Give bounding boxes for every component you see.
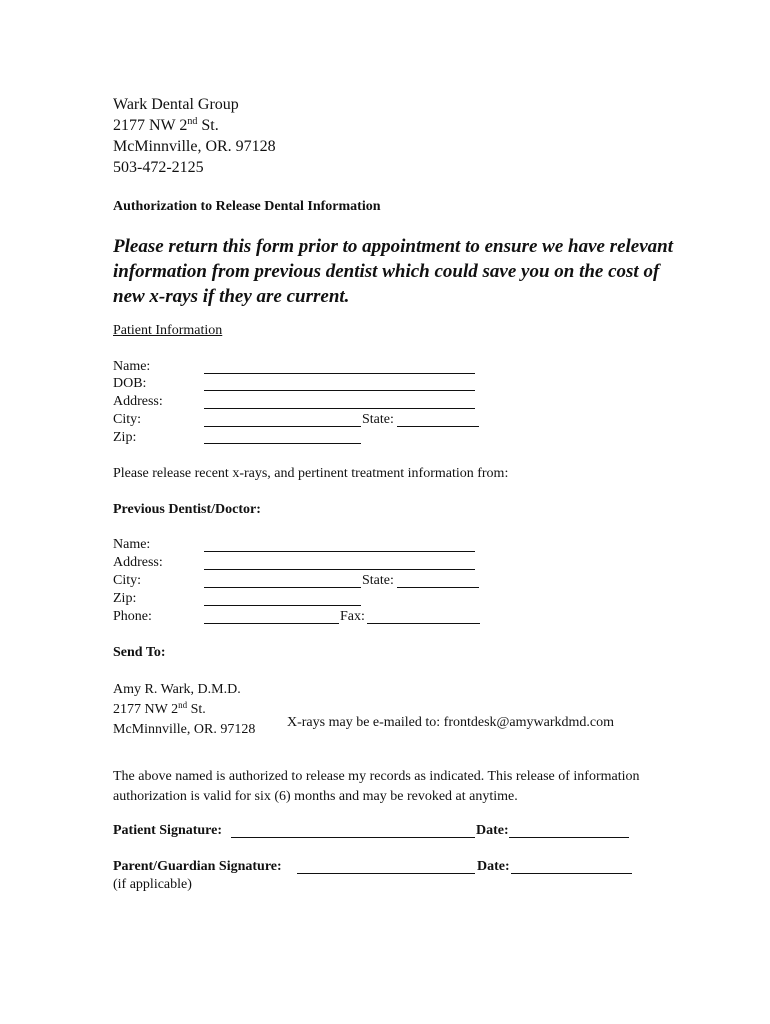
- send-to-heading: Send To:: [113, 645, 166, 660]
- patient-signature-field[interactable]: [231, 837, 475, 838]
- dentist-phone-label: Phone:: [113, 609, 152, 624]
- patient-date-label: Date:: [476, 823, 509, 838]
- dentist-phone-field[interactable]: [204, 623, 339, 624]
- patient-name-label: Name:: [113, 359, 151, 374]
- patient-signature-label: Patient Signature:: [113, 823, 223, 838]
- dentist-fax-label: Fax:: [340, 609, 365, 624]
- practice-address: [113, 94, 276, 178]
- dentist-state-field[interactable]: [397, 587, 479, 588]
- release-text: Please release recent x-rays, and pertinent treatment information from:: [113, 466, 509, 481]
- guardian-signature-field[interactable]: [297, 873, 475, 874]
- guardian-signature-label: Parent/Guardian Signature:: [113, 859, 282, 874]
- patient-city-field[interactable]: [204, 426, 361, 427]
- dentist-zip-label: Zip:: [113, 591, 137, 606]
- dentist-address-field[interactable]: [204, 569, 475, 570]
- send-to-city: McMinnville, OR. 97128: [113, 722, 256, 737]
- applicable-note: (if applicable): [113, 877, 192, 892]
- practice-street-sup: nd: [187, 116, 198, 127]
- dentist-section-heading: Previous Dentist/Doctor:: [113, 502, 261, 517]
- patient-dob-label: DOB:: [113, 376, 147, 391]
- patient-name-field[interactable]: [204, 373, 475, 374]
- practice-phone: 503-472-2125: [113, 159, 204, 176]
- patient-zip-label: Zip:: [113, 430, 137, 445]
- dentist-fax-field[interactable]: [367, 623, 480, 624]
- authorization-text: The above named is authorized to release my records as indicated. This release of information authorization is valid for six (6) months and may be revoked at anytime.: [113, 769, 640, 804]
- patient-date-field[interactable]: [509, 837, 629, 838]
- send-to-street: [113, 700, 255, 720]
- patient-address-field[interactable]: [204, 408, 475, 409]
- patient-dob-field[interactable]: [204, 390, 475, 391]
- dentist-name-field[interactable]: [204, 551, 475, 552]
- send-to-name: Amy R. Wark, D.M.D.: [113, 682, 241, 697]
- send-to-street-suffix: St.: [187, 702, 206, 717]
- email-note: X-rays may be e-mailed to: frontdesk@amywarkdmd.com: [287, 715, 615, 730]
- notice-text: Please return this form prior to appointment to ensure we have relevant information from previous dentist which could save you on the cost of new x-rays if they are current.: [113, 236, 673, 307]
- patient-state-label: State:: [362, 412, 394, 427]
- practice-name: Wark Dental Group: [113, 96, 239, 113]
- dentist-address-label: Address:: [113, 555, 163, 570]
- patient-address-label: Address:: [113, 394, 163, 409]
- dentist-state-label: State:: [362, 573, 394, 588]
- dentist-zip-field[interactable]: [204, 605, 361, 606]
- send-to-street-sup: nd: [178, 700, 188, 710]
- document-title: Authorization to Release Dental Information: [113, 199, 381, 214]
- dentist-name-label: Name:: [113, 537, 151, 552]
- practice-street-text: 2177 NW 2: [113, 117, 188, 134]
- send-to-street-text: 2177 NW 2: [113, 702, 179, 717]
- dentist-city-field[interactable]: [204, 587, 361, 588]
- guardian-date-label: Date:: [477, 859, 510, 874]
- guardian-date-field[interactable]: [511, 873, 632, 874]
- dentist-city-label: City:: [113, 573, 142, 588]
- practice-city: McMinnville, OR. 97128: [113, 138, 276, 155]
- patient-city-label: City:: [113, 412, 142, 427]
- practice-street: [113, 115, 276, 136]
- send-to-address: [113, 680, 255, 740]
- patient-zip-field[interactable]: [204, 443, 361, 444]
- practice-street-suffix: St.: [197, 117, 219, 134]
- patient-section-heading: Patient Information: [113, 323, 223, 338]
- patient-state-field[interactable]: [397, 426, 479, 427]
